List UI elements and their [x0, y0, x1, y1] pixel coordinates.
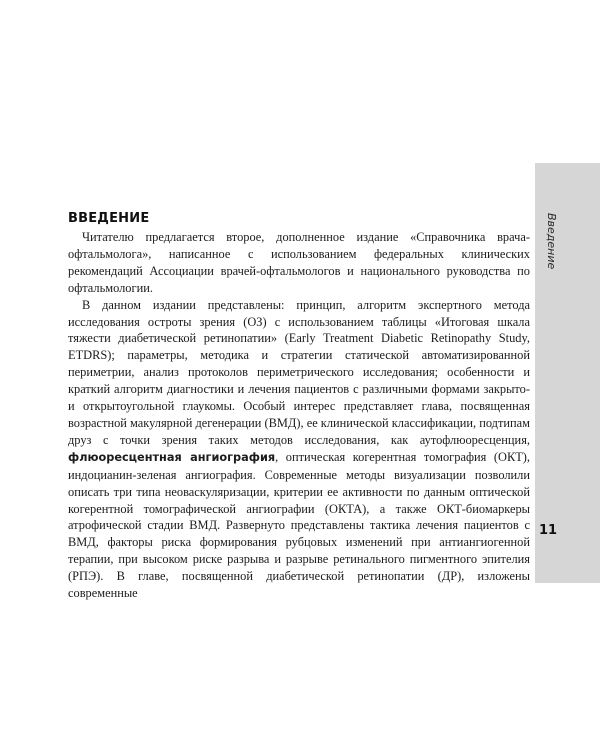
article-body	[68, 211, 530, 602]
intro-paragraph: Читателю предлагается второе, дополненное издание «Справочника врача-офтальмолога», написанное с использованием федеральных клинических рекомендаций Ассоциации врачей-офтальмологов и национального руководства по офтальмологии.	[68, 230, 530, 295]
page-number: 11	[539, 523, 558, 538]
contents-paragraph-text-end: , оптическая когерентная томография (ОКТ), индоцианин-зеленая ангиография. Современные методы визуализации позволили описать три типа неоваскуляризации, критерии ее активности по данным оптической когерентной томографической ангиографии (ОКТА), а также ОКТ-биомаркеры атрофической стадии ВМД. Развернуто представлены тактика лечения пациентов с ВМД, факторы риска формирования рубцовых изменений при антиангиогенной терапии, при высоком риске разрыва и разрыве ретинального пигментного эпителия (РПЭ). В главе, посвященной диабетической ретинопатии (ДР), изложены современные	[68, 449, 530, 601]
contents-paragraph	[68, 297, 530, 602]
highlighted-term: флюоресцентная ангиография	[68, 450, 276, 464]
contents-paragraph-text-start: В данном издании представлены: принцип, алгоритм экспертного метода исследования остроты зрения (ОЗ) с использованием таблицы «Итоговая шкала тяжести диабетической ретинопатии» (Early Treatment Diabetic Retinopathy Study, ETDRS); параметры, методика и стратегии статической автоматизированной периметрии, анализ протоколов периметрического исследования; особенности и краткий алгоритм диагностики и лечения пациентов с различными формами закрыто- и открытоугольной глаукомы. Особый интерес представляет глава, посвященная возрастной макулярной дегенерации (ВМД), ее клинической классификации, подтипам друз с точки зрения таких методов исследования, как аутофлюоресценция,	[68, 297, 530, 447]
section-heading: ВВЕДЕНИЕ	[68, 211, 150, 226]
chapter-tab-label: Введение	[545, 213, 558, 270]
